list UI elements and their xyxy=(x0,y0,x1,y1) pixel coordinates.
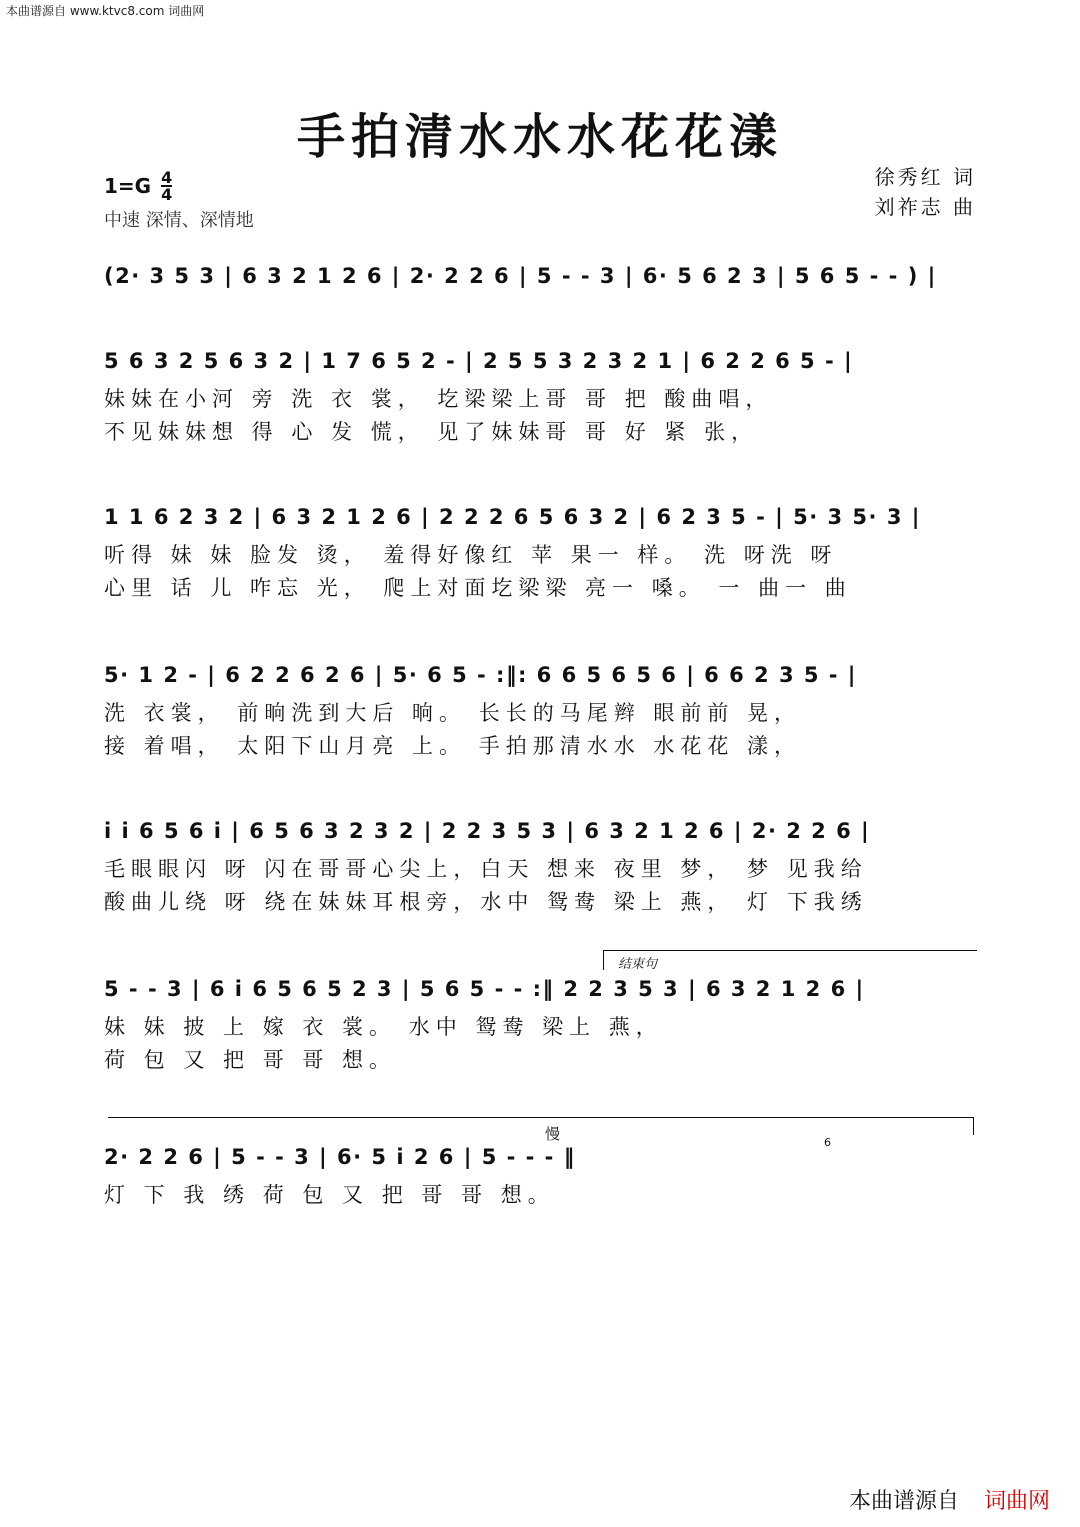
coda-bracket xyxy=(108,1117,974,1118)
lyric-line-2: 接 着唱， 太阳下山月亮 上。 手拍那清水水 水花花 漾， xyxy=(104,733,802,758)
key-signature xyxy=(104,170,172,202)
key-tonic: 1=G xyxy=(104,174,152,198)
watermark-bottom-right: 词曲网 xyxy=(983,1489,1050,1514)
ending-bracket xyxy=(603,950,977,951)
time-denominator: 4 xyxy=(161,185,173,204)
lyric-line-1: 妹妹在小河 旁 洗 衣 裳， 圪梁梁上哥 哥 把 酸曲唱， xyxy=(104,386,773,411)
lyric-line-2: 荷 包 又 把 哥 哥 想。 xyxy=(104,1047,397,1072)
coda-bracket-tick xyxy=(973,1117,974,1135)
lyric-line-1: 毛眼眼闪 呀 闪在哥哥心尖上，白天 想来 夜里 梦， 梦 见我给 xyxy=(104,856,868,881)
notation-line: (2· 3 5 3 | 6 3 2 1 2 6 | 2· 2 2 6 | 5 - - 3 | 6· 5 6 2 3 | 5 6 5 - - ) | xyxy=(104,264,937,288)
notation-line: 5 - - 3 | 6 i 6 5 6 5 2 3 | 5 6 5 - - :‖ 2 2 3 5 3 | 6 3 2 1 2 6 | xyxy=(104,977,865,1001)
notation-line: 5 6 3 2 5 6 3 2 | 1 7 6 5 2 - | 2 5 5 3 2 3 2 1 | 6 2 2 6 5 - | xyxy=(104,349,854,373)
lyric-line-1: 听得 妹 妹 脸发 烫， 羞得好像红 苹 果一 样。 洗 呀洗 呀 xyxy=(104,542,838,567)
notation-line: i i 6 5 6 i | 6 5 6 3 2 3 2 | 2 2 3 5 3 | 6 3 2 1 2 6 | 2· 2 2 6 | xyxy=(104,819,871,843)
notation-line: 1 1 6 2 3 2 | 6 3 2 1 2 6 | 2 2 2 6 5 6 3 2 | 6 2 3 5 - | 5· 3 5· 3 | xyxy=(104,505,921,529)
lyric-line-1: 妹 妹 披 上 嫁 衣 裳。 水中 鸳鸯 梁上 燕， xyxy=(104,1014,663,1039)
grace-note: 6 xyxy=(824,1136,831,1149)
watermark-bottom xyxy=(849,1484,1050,1515)
credits xyxy=(875,162,976,222)
score-system-2 xyxy=(104,497,979,603)
ending-bracket-tick xyxy=(603,950,604,970)
score-system-3 xyxy=(104,655,979,761)
composer: 刘祚志 曲 xyxy=(874,195,976,219)
time-signature xyxy=(161,170,172,202)
lyric-line-1: 灯 下 我 绣 荷 包 又 把 哥 哥 想。 xyxy=(104,1182,555,1207)
lyric-line-1: 洗 衣裳， 前晌洗到大后 晌。 长长的马尾辫 眼前前 晃， xyxy=(104,700,802,725)
notation-line: 2· 2 2 6 | 5 - - 3 | 6· 5 i 2 6 | 5 - - - ‖ xyxy=(104,1145,576,1169)
lyricist: 徐秀红 词 xyxy=(874,165,976,189)
watermark-top: 本曲谱源自 www.ktvc8.com 词曲网 xyxy=(6,4,205,18)
time-numerator: 4 xyxy=(161,168,173,187)
score-system-1 xyxy=(104,341,979,447)
tempo-slow-mark: 慢 xyxy=(545,1125,561,1143)
score-system-0 xyxy=(104,256,979,296)
score-system-6 xyxy=(104,1137,979,1210)
score-system-4 xyxy=(104,811,979,917)
lyric-line-2: 心里 话 儿 咋忘 光， 爬上对面圪梁梁 亮一 嗓。 一 曲一 曲 xyxy=(104,575,852,600)
lyric-line-2: 酸曲儿绕 呀 绕在妹妹耳根旁，水中 鸳鸯 梁上 燕， 灯 下我绣 xyxy=(104,889,868,914)
lyric-line-2: 不见妹妹想 得 心 发 慌， 见了妹妹哥 哥 好 紧 张， xyxy=(104,419,759,444)
score-title: 手拍清水水水花花漾 xyxy=(296,109,783,165)
tempo-marking: 中速 深情、深情地 xyxy=(104,210,254,231)
score-system-5 xyxy=(104,969,979,1075)
ending-label: 结束句 xyxy=(618,957,658,972)
notation-line: 5· 1 2 - | 6 2 2 6 2 6 | 5· 6 5 - :‖: 6 6 5 6 5 6 | 6 6 2 3 5 - | xyxy=(104,663,857,687)
watermark-bottom-left: 本曲谱源自 xyxy=(848,1489,959,1514)
